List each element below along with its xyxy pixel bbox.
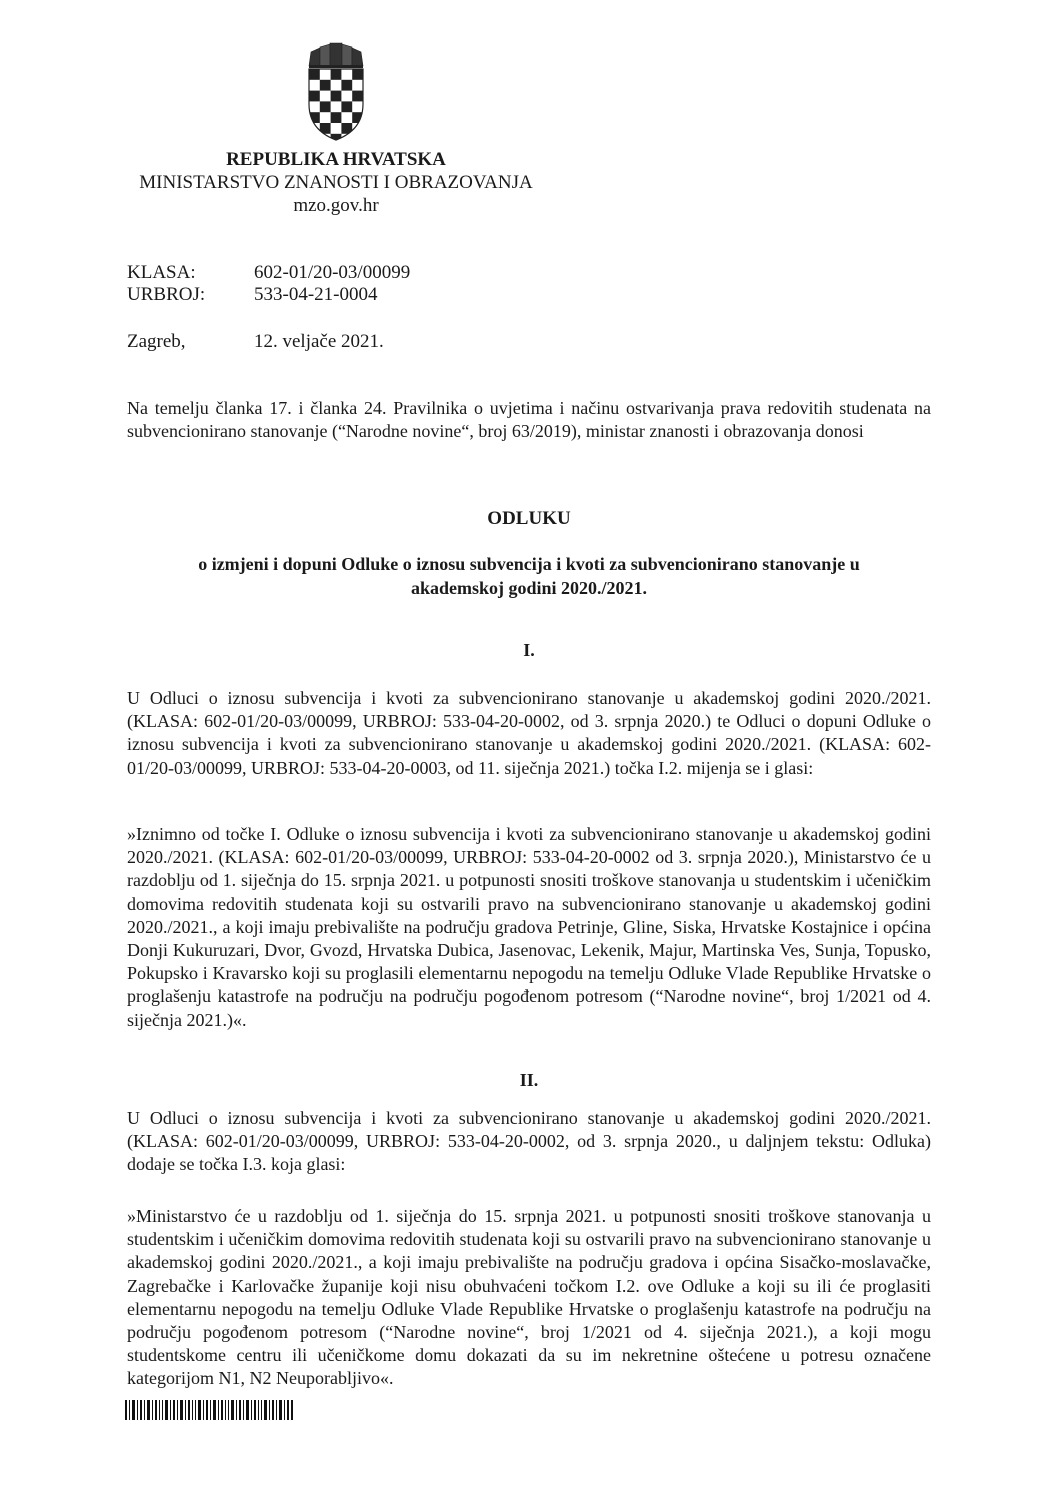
- preamble: Na temelju članka 17. i članka 24. Pravilnika o uvjetima i načinu ostvarivanja prava redovitih studenata na subvencionirano stanovanje (“Narodne novine“, broj 63/2019), ministar znanosti i obrazovanja donosi: [127, 398, 931, 442]
- klasa-value: 602-01/20-03/00099: [254, 262, 411, 283]
- section-numeral: I.: [523, 640, 535, 660]
- section-numeral: II.: [519, 1070, 539, 1090]
- section-quote: »Ministarstvo će u razdoblju od 1. siječnja do 15. srpnja 2021. u potpunosti snositi troškove stanovanja u studentskim i učeničkim domovima redovitih studenata koji su ostvarili pravo na subvencionirano stanovanje u akademskoj godini 2020./2021., a koji imaju prebivalište na području gradova i općina Sisačko-moslavačke, Zagrebačke i Karlovačke županije koji nisu obuhvaćeni točkom I.2. ove Odluke a koji su ili će proglasiti elementarnu nepogodu na temelju Odluke Vlade Republike Hrvatske o proglašenju katastrofe na području na području pogođenom potresom (“Narodne novine“, broj 1/2021 od 4. siječnja 2021.), a koji mogu studentskome centru ili učeničkome domu dokazati da su im nekretnine oštećene u potresu označene kategorijom N1, N2 Neuporabljivo«.: [127, 1206, 931, 1389]
- decision-subtitle: o izmjeni i dopuni Odluke o iznosu subvencija i kvoti za subvencionirano stanovanje u akademskoj godini 2020./2021.: [198, 554, 860, 598]
- date-row: [127, 331, 527, 355]
- coat-of-arms-icon: [303, 42, 369, 142]
- urbroj-row: [127, 284, 527, 308]
- urbroj-label: URBROJ:: [127, 284, 206, 305]
- date-value: 12. veljače 2021.: [254, 331, 384, 352]
- decision-title: ODLUKU: [487, 508, 571, 529]
- header-ministry: MINISTARSTVO ZNANOSTI I OBRAZOVANJA: [139, 172, 533, 193]
- place-label: Zagreb,: [127, 331, 186, 352]
- header-website: mzo.gov.hr: [293, 195, 379, 216]
- header-country: REPUBLIKA HRVATSKA: [226, 149, 446, 170]
- section-quote: »Iznimno od točke I. Odluke o iznosu subvencija i kvoti za subvencionirano stanovanje u akademskoj godini 2020./2021. (KLASA: 602-01/20-03/00099, URBROJ: 533-04-20-0002 od 3. srpnja 2020.), Ministarstvo će u razdoblju od 1. siječnja do 15. srpnja 2021. u potpunosti snositi troškove stanovanja u studentskim i učeničkim domovima redovitih studenata koji su ostvarili pravo na subvencionirano stanovanje u akademskoj godini 2020./2021., a koji imaju prebivalište na području gradova Petrinje, Gline, Siska, Hrvatske Kostajnice i općina Donji Kukuruzari, Dvor, Gvozd, Hrvatska Dubica, Jasenovac, Lekenik, Majur, Martinska Ves, Sunja, Topusko, Pokupsko i Kravarsko koji su proglasili elementarnu nepogodu na temelju Odluke Vlade Republike Hrvatske o proglašenju katastrofe na području na području pogođenom potresom (“Narodne novine“, broj 1/2021 od 4. siječnja 2021.)«.: [127, 824, 931, 1030]
- klasa-row: [127, 262, 527, 286]
- klasa-label: KLASA:: [127, 262, 196, 283]
- section-intro: U Odluci o iznosu subvencija i kvoti za subvencionirano stanovanje u akademskoj godini 2020./2021. (KLASA: 602-01/20-03/00099, URBROJ: 533-04-20-0002, od 3. srpnja 2020., u daljnjem tekstu: Odluka) dodaje se točka I.3. koja glasi:: [127, 1108, 931, 1175]
- barcode-icon: [125, 1400, 293, 1420]
- urbroj-value: 533-04-21-0004: [254, 284, 378, 305]
- section-intro: U Odluci o iznosu subvencija i kvoti za subvencionirano stanovanje u akademskoj godini 2020./2021. (KLASA: 602-01/20-03/00099, URBROJ: 533-04-20-0002, od 3. srpnja 2020.) te Odluci o dopuni Odluke o iznosu subvencija i kvoti za subvencionirano stanovanje u akademskoj godini 2020./2021. (KLASA: 602-01/20-03/00099, URBROJ: 533-04-20-0003, od 11. siječnja 2021.) točka I.2. mijenja se i glasi:: [127, 688, 931, 778]
